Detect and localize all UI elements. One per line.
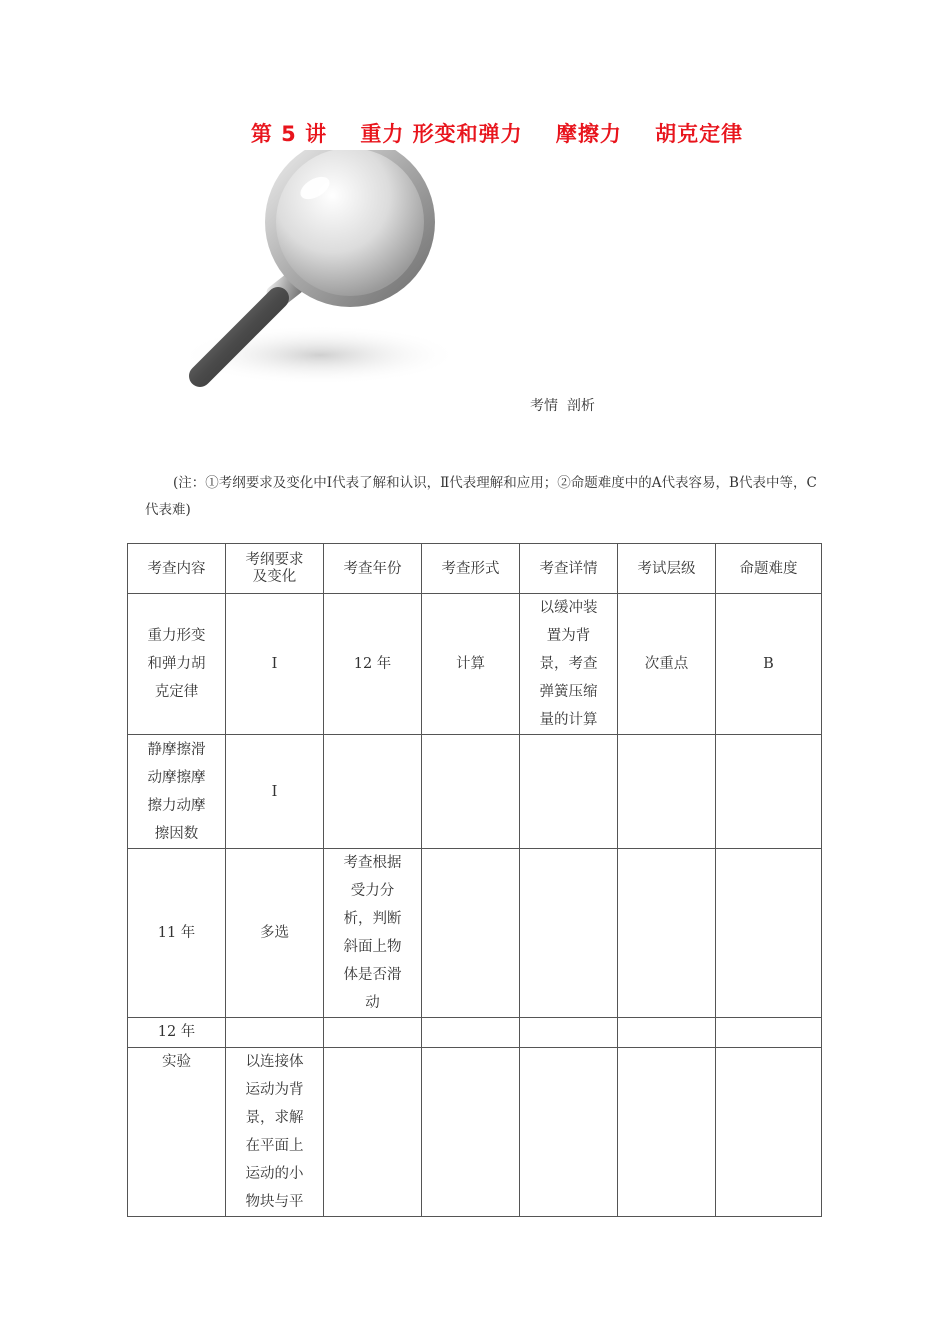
table-cell (618, 735, 716, 849)
table-cell (618, 1018, 716, 1048)
table-cell (618, 849, 716, 1018)
table-cell: 12 年 (324, 594, 422, 735)
table-cell: 静摩擦滑动摩擦摩擦力动摩擦因数 (128, 735, 226, 849)
exam-analysis-table (127, 543, 822, 1217)
table-cell: 考查根据受力分析，判断斜面上物体是否滑动 (324, 849, 422, 1018)
table-cell (324, 1048, 422, 1217)
note-paragraph: (注：①考纲要求及变化中Ⅰ代表了解和认识，Ⅱ代表理解和应用；②命题难度中的A代表容易，B代表中等，C代表难) (145, 475, 817, 518)
table-cell (716, 1048, 822, 1217)
table-row (128, 1048, 822, 1217)
table-cell (520, 735, 618, 849)
table-cell (422, 1018, 520, 1048)
header-cell: 考纲要求及变化 (226, 544, 324, 594)
table-cell (422, 849, 520, 1018)
table-cell (716, 849, 822, 1018)
table-cell: 12 年 (128, 1018, 226, 1048)
table-cell: 以缓冲装置为背景，考查弹簧压缩量的计算 (520, 594, 618, 735)
header-cell: 考查详情 (520, 544, 618, 594)
table-cell (422, 735, 520, 849)
table-cell: Ⅰ (226, 735, 324, 849)
table-cell: Ⅰ (226, 594, 324, 735)
header-cell: 考查形式 (422, 544, 520, 594)
table-cell (226, 1018, 324, 1048)
table-cell: 计算 (422, 594, 520, 735)
table-row (128, 594, 822, 735)
section-subtitle: 考情 剖析 (530, 398, 595, 414)
table-cell (520, 1048, 618, 1217)
header-cell: 考查年份 (324, 544, 422, 594)
table-cell: 次重点 (618, 594, 716, 735)
header-cell: 考试层级 (618, 544, 716, 594)
table-cell (422, 1048, 520, 1217)
table-cell: B (716, 594, 822, 735)
header-cell: 考查内容 (128, 544, 226, 594)
table-cell: 实验 (128, 1048, 226, 1217)
table-header-row (128, 544, 822, 594)
magnifier-icon (170, 150, 460, 400)
table-row (128, 735, 822, 849)
table-cell (716, 735, 822, 849)
table-cell (716, 1018, 822, 1048)
table-cell (520, 1018, 618, 1048)
table-cell: 多选 (226, 849, 324, 1018)
table-row (128, 849, 822, 1018)
table-cell: 以连接体运动为背景，求解在平面上运动的小物块与平 (226, 1048, 324, 1217)
table-cell: 重力形变和弹力胡克定律 (128, 594, 226, 735)
table-cell (324, 735, 422, 849)
table-cell (520, 849, 618, 1018)
table-cell: 11 年 (128, 849, 226, 1018)
table-row (128, 1018, 822, 1048)
header-cell: 命题难度 (716, 544, 822, 594)
page-title: 第 5 讲 重力 形变和弹力 摩擦力 胡克定律 (250, 122, 744, 146)
table-cell (324, 1018, 422, 1048)
table-cell (618, 1048, 716, 1217)
